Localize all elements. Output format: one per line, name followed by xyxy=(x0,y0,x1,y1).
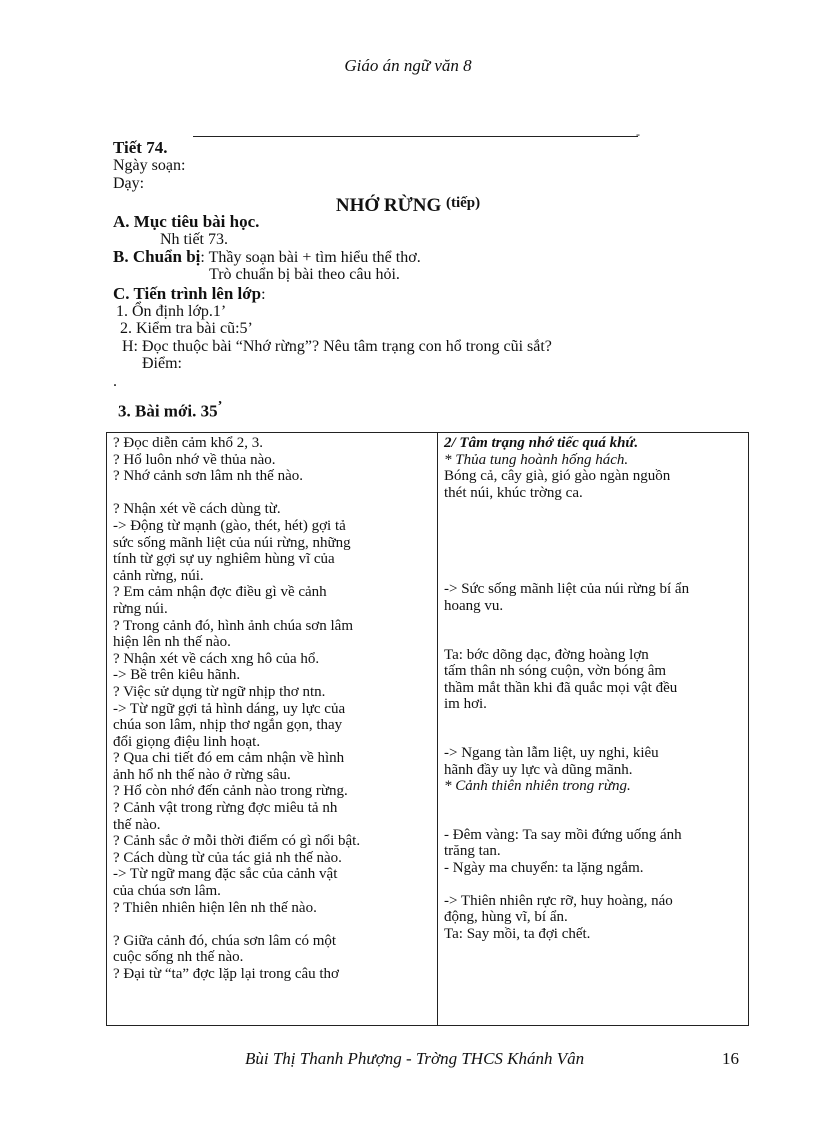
question-line: ảnh hổ nh thế nào ở rừng sâu. xyxy=(113,766,291,783)
question-line: ? Trong cảnh đó, hình ảnh chúa sơn lâm xyxy=(113,617,353,634)
question-line: ? Giữa cảnh đó, chúa sơn lâm có một xyxy=(113,932,337,949)
question-line: ? Hổ còn nhớ đến cảnh nào trong rừng. xyxy=(113,783,348,800)
oral-question: H: Đọc thuộc bài “Nhớ rừng”? Nêu tâm trạng con hổ trong cũi sắt? xyxy=(122,338,552,355)
answer-line: động, hùng vĩ, bí ẩn. xyxy=(444,909,568,926)
questions-list xyxy=(113,435,431,983)
new-lesson-heading xyxy=(118,398,222,420)
score-label: Điểm: xyxy=(142,355,182,372)
question-line: ? Cách dùng từ của tác giả nh thế nào. xyxy=(113,849,342,866)
dot-mark: . xyxy=(113,373,117,390)
question-line: đổi giọng điệu linh hoạt. xyxy=(113,733,261,750)
title-text: NHỚ RỪNG xyxy=(335,195,442,216)
answer-line: thầm mắt thần khi đã quắc mọi vật đều xyxy=(444,679,678,696)
answer-line: Ta: bớc dõng dạc, đờng hoàng lợn xyxy=(444,646,649,663)
question-line: ? Cảnh sắc ở mỗi thời điểm có gì nổi bật. xyxy=(113,833,361,850)
answer-line: - Đêm vàng: Ta say mồi đứng uống ánh xyxy=(444,826,682,843)
answer-line: -> Ngang tàn lẫm liệt, uy nghi, kiêu xyxy=(444,744,659,761)
answer-line: Ta: Say mồi, ta đợi chết. xyxy=(444,925,591,942)
answers-subheading-2: * Cảnh thiên nhiên trong rừng. xyxy=(444,778,631,795)
prep-date: Ngày soạn: xyxy=(113,157,186,174)
section-c-line xyxy=(113,286,266,303)
question-line: ? Qua chi tiết đó em cảm nhận về hình xyxy=(113,750,345,767)
question-line: của chúa sơn lâm. xyxy=(113,883,221,900)
question-line: ? Đọc diễn cảm khổ 2, 3. xyxy=(113,435,263,451)
footer-author: Bùi Thị Thanh Phượng - Trờng THCS Khánh Vân xyxy=(245,1049,585,1068)
question-line: -> Bề trên kiêu hãnh. xyxy=(113,667,241,684)
section-b-line xyxy=(113,249,421,266)
question-line: ? Em cảm nhận đợc điều gì về cảnh xyxy=(113,584,327,601)
answers-heading: 2/ Tâm trạng nhớ tiếc quá khứ. xyxy=(444,435,639,451)
answer-line: hãnh đầy uy lực và dũng mãnh. xyxy=(444,761,633,778)
answer-line: Bóng cả, cây già, gió gào ngàn nguồn xyxy=(444,468,671,485)
question-line: cảnh rừng, núi. xyxy=(113,567,204,584)
answers-column xyxy=(438,433,749,1026)
question-line: cuộc sống nh thế nào. xyxy=(113,949,244,966)
teach-date: Dạy: xyxy=(113,175,145,192)
section-b-heading: B. Chuẩn bị xyxy=(113,247,201,266)
rule-mark: - xyxy=(636,127,640,141)
answer-line: -> Thiên nhiên rực rỡ, huy hoàng, náo xyxy=(444,892,673,909)
questions-column xyxy=(107,433,438,1026)
question-line xyxy=(113,485,431,502)
answer-line: im hơi. xyxy=(444,696,487,713)
answer-line: thét núi, khúc trờng ca. xyxy=(444,484,583,501)
question-line: chúa son lâm, nhịp thơ ngắn gọn, thay xyxy=(113,717,343,734)
question-line: -> Động từ mạnh (gào, thét, hét) gợi tả xyxy=(113,517,346,534)
section-a-heading: A. Mục tiêu bài học. xyxy=(113,212,260,231)
question-line: -> Từ ngữ gợi tả hình dáng, uy lực của xyxy=(113,700,346,717)
step-2: 2. Kiểm tra bài cũ:5’ xyxy=(120,320,253,337)
step-1: 1. Ổn định lớp.1’ xyxy=(116,303,227,320)
question-line: ? Việc sử dụng từ ngữ nhịp thơ ntn. xyxy=(113,683,326,700)
section-a-text: Nh tiết 73. xyxy=(160,231,228,248)
section-b-text: : Thầy soạn bài + tìm hiểu thể thơ. xyxy=(200,249,421,266)
title-sup: (tiếp) xyxy=(445,195,481,211)
section-b-text-2: Trò chuẩn bị bài theo câu hỏi. xyxy=(209,266,400,283)
question-line: hiện lên nh thế nào. xyxy=(113,634,231,651)
question-line: ? Đại từ “ta” đợc lặp lại trong câu thơ xyxy=(113,966,339,982)
question-line: rừng núi. xyxy=(113,600,168,617)
question-line: sức sống mãnh liệt của núi rừng, những xyxy=(113,534,351,551)
answer-line: tấm thân nh sóng cuộn, vờn bóng âm xyxy=(444,663,667,680)
question-line: ? Nhận xét về cách dùng từ. xyxy=(113,501,281,518)
answer-line: -> Sức sống mãnh liệt của núi rừng bí ẩn xyxy=(444,581,690,598)
answer-line: trăng tan. xyxy=(444,843,501,860)
new-lesson-sup: ’ xyxy=(217,398,223,414)
lesson-table xyxy=(106,432,749,1026)
section-c-heading: C. Tiến trình lên lớp xyxy=(113,284,262,303)
question-line: tính từ gợi sự uy nghiêm hùng vĩ của xyxy=(113,551,335,568)
page-number: 16 xyxy=(722,1049,739,1068)
page-header: Giáo án ngữ văn 8 xyxy=(344,56,472,75)
new-lesson-text: 3. Bài mới. 35 xyxy=(118,401,218,421)
header-rule xyxy=(193,136,638,137)
question-line: -> Từ ngữ mang đặc sắc của cảnh vật xyxy=(113,866,338,883)
question-line: thế nào. xyxy=(113,816,161,833)
answers-subheading-1: * Thủa tung hoành hống hách. xyxy=(444,451,629,468)
answer-line: - Ngày ma chuyển: ta lặng ngắm. xyxy=(444,859,644,876)
question-line: ? Hổ luôn nhớ về thủa nào. xyxy=(113,451,276,468)
answer-line: hoang vu. xyxy=(444,597,504,614)
question-line xyxy=(113,916,431,933)
section-c-colon: : xyxy=(261,286,266,303)
question-line: ? Nhớ cảnh sơn lâm nh thế nào. xyxy=(113,468,303,485)
question-line: ? Nhận xét về cách xng hô của hổ. xyxy=(113,650,320,667)
lesson-number: Tiết 74. xyxy=(113,138,168,157)
question-line: ? Thiên nhiên hiện lên nh thế nào. xyxy=(113,899,317,916)
question-line: ? Cảnh vật trong rừng đợc miêu tả nh xyxy=(113,800,338,817)
